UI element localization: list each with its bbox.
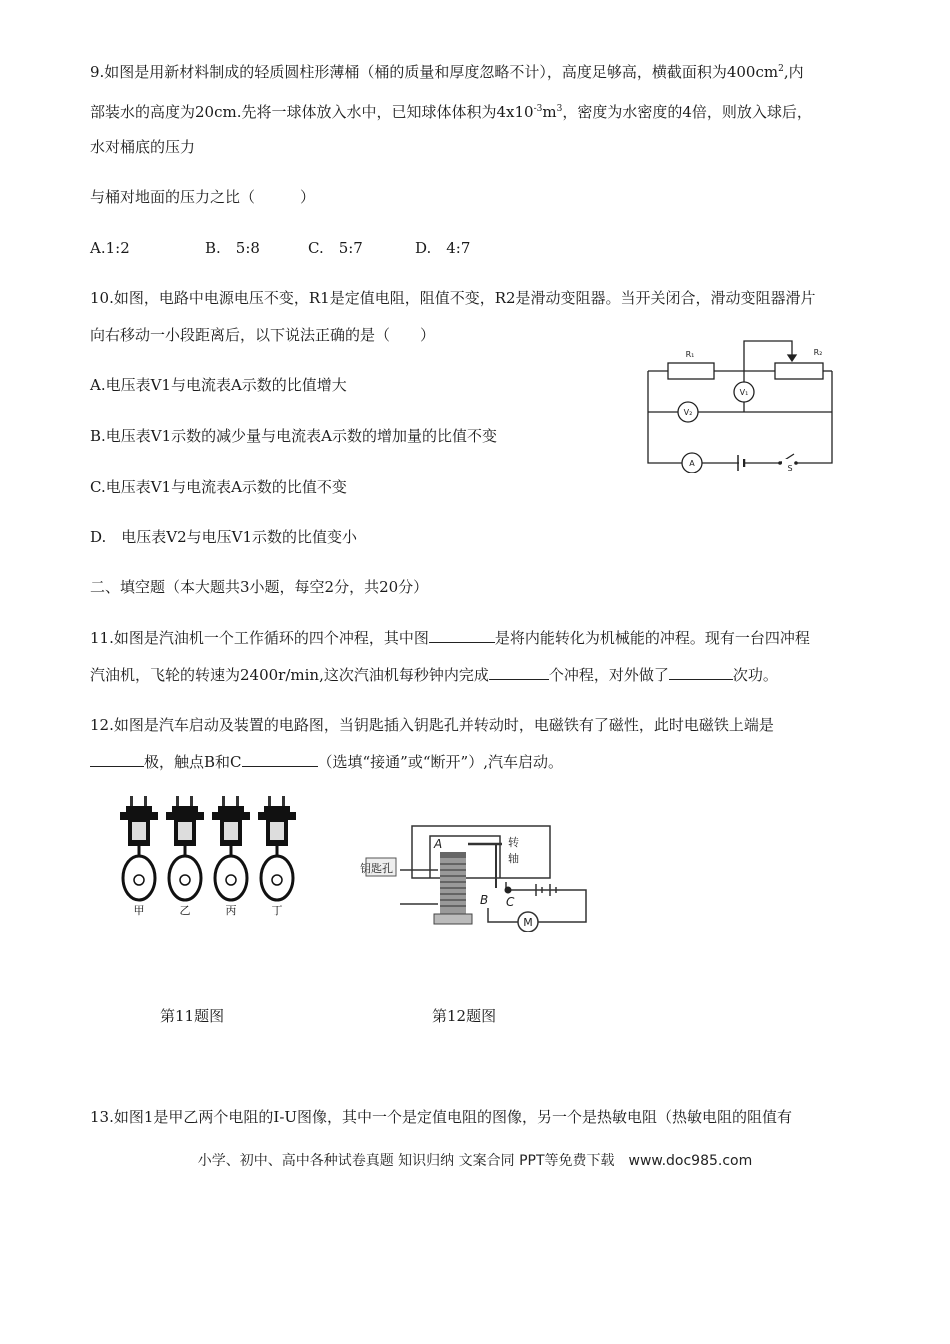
q12-starter-circuit-figure [360, 822, 592, 932]
q9-line2: 部装水的高度为20cm.先将一球体放入水中，已知球体体积为$4x10^{-3}m^3$，密度为水密度的4倍，则放入球后， [90, 103, 812, 121]
q11-line1: 11.如图是汽油机一个工作循环的四个冲程，其中图 是将内能转化为机械能的冲程。现有一台四冲程 [90, 629, 810, 647]
key-hole-label: 钥匙孔 [360, 862, 393, 875]
q12-blank-1[interactable] [90, 752, 144, 767]
q9-option-a: A.1:2 [90, 239, 130, 257]
r2-label: R₂ [813, 348, 823, 357]
q10-option-a: A.电压表V1与电流表A示数的比值增大 [90, 376, 347, 394]
stroke-label-yi: 乙 [179, 904, 191, 917]
fig-11-caption: 第11题图 [160, 1007, 225, 1025]
section-2-heading: 二、填空题（本大题共3小题，每空2分，共20分） [90, 578, 429, 596]
q10-line1: 10.如图，电路中电源电压不变，R1是定值电阻，阻值不变，R2是滑动变阻器。当开关闭合，滑动变阻器滑片 [90, 289, 816, 307]
q9-option-b: B. 5:8 [205, 239, 260, 257]
q13-line1: 13.如图1是甲乙两个电阻的I-U图像，其中一个是定值电阻的图像，另一个是热敏电阻（热敏电阻的阻值有 [90, 1108, 793, 1126]
q12-line1: 12.如图是汽车启动及装置的电路图，当钥匙插入钥匙孔并转动时，电磁铁有了磁性，此时电磁铁上端是 [90, 716, 774, 734]
q9-option-c: C. 5:7 [308, 239, 363, 257]
q11-blank-2[interactable] [489, 665, 549, 680]
page-footer: 小学、初中、高中各种试卷真题 知识归纳 文案合同 PPT等免费下载 www.doc985.com [197, 1153, 753, 1169]
v2-label: V₂ [683, 408, 693, 417]
q9-option-d: D. 4:7 [415, 239, 471, 257]
r1-resistor [668, 363, 714, 379]
q11-blank-1[interactable] [429, 628, 495, 643]
shaft-label-2: 轴 [508, 852, 519, 865]
q9-line3: 水对桶底的压力 [90, 138, 196, 156]
point-a-label: A [434, 837, 443, 851]
r1-label: R₁ [685, 350, 695, 359]
point-b-label: B [480, 893, 489, 907]
r2-resistor [775, 363, 823, 379]
fig-12-caption: 第12题图 [432, 1007, 497, 1025]
q11-engine-strokes-figure [112, 796, 312, 921]
stroke-label-ding: 丁 [271, 904, 283, 917]
q11-line2: 汽油机，飞轮的转速为2400r/min,这次汽油机每秒钟内完成 个冲程，对外做了 次功。 [90, 666, 778, 684]
q10-circuit-diagram [640, 335, 840, 473]
switch-label: S [787, 464, 793, 473]
stroke-label-bing: 丙 [225, 904, 237, 917]
shaft-label-1: 转 [508, 836, 519, 849]
q10-option-d: D. 电压表V2与电压V1示数的比值变小 [90, 528, 358, 546]
ammeter-label: A [689, 459, 695, 468]
stroke-label-jia: 甲 [133, 904, 145, 917]
q9-line4: 与桶对地面的压力之比（ ） [90, 188, 316, 206]
v1-label: V₁ [739, 388, 749, 397]
q9-line1: 9.如图是用新材料制成的轻质圆柱形薄桶（桶的质量和厚度忽略不计），高度足够高，横截面积为$400cm^2$,内 [90, 63, 804, 81]
point-c-label: C [506, 895, 515, 909]
q11-blank-3[interactable] [669, 665, 733, 680]
q10-option-b: B.电压表V1示数的减少量与电流表A示数的增加量的比值不变 [90, 427, 498, 445]
q12-line2: 极，触点B和C （选填“接通”或“断开”）,汽车启动。 [90, 752, 563, 772]
q12-blank-2[interactable] [242, 752, 318, 767]
motor-label: M [523, 916, 533, 929]
q10-line2: 向右移动一小段距离后，以下说法正确的是（ ） [90, 326, 436, 344]
q10-option-c: C.电压表V1与电流表A示数的比值不变 [90, 478, 347, 496]
